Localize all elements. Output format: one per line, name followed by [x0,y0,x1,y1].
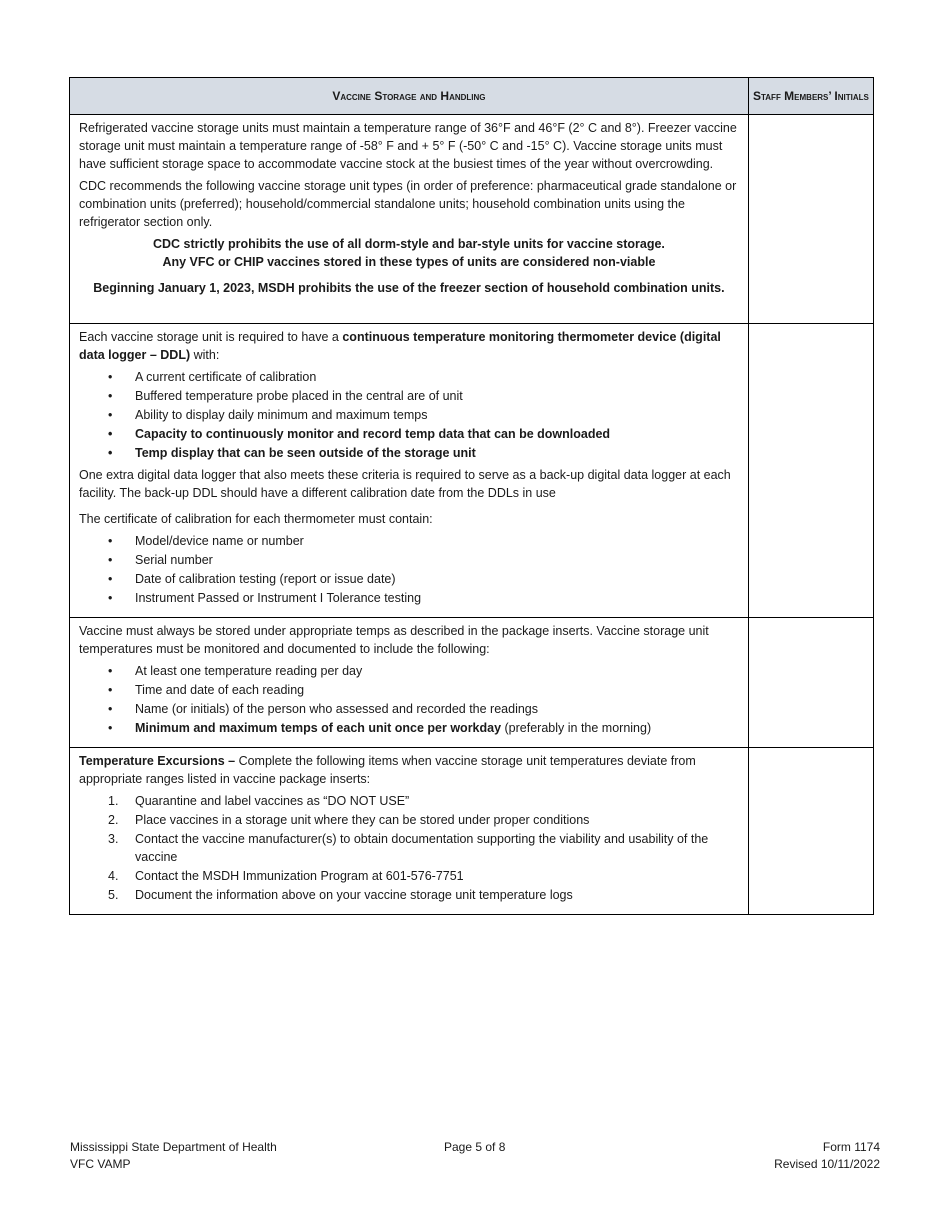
step-number: 5. [108,888,119,902]
list-item-text: Time and date of each reading [135,683,305,697]
ddl-requirements-list [79,368,739,462]
list-item-text: (preferably in the morning) [501,721,652,735]
footer-program: VFC VAMP [70,1157,131,1171]
list-item-text: Place vaccines in a storage unit where they can be stored under proper conditions [135,813,590,827]
bullet-icon: • [108,683,113,697]
ddl-intro-bold: continuous temperature monitoring thermometer device (digital data logger – DDL) [79,330,721,362]
section-excursions [70,748,749,915]
list-item-text: Date of calibration testing (report or issue date) [135,572,396,586]
section-storage-units [70,115,749,324]
list-item [79,886,739,904]
step-number: 1. [108,794,119,808]
section-monitoring [70,618,749,748]
list-item-text: Model/device name or number [135,534,304,548]
list-item [79,444,739,462]
table-header-row [70,78,874,115]
backup-ddl-paragraph: One extra digital data logger that also meets these criteria is required to serve as a back-up digital data logger at each facility. The back-up DDL should have a different calibration date from the DDLs in use [79,468,731,500]
bullet-icon: • [108,370,113,384]
msdh-prohibit-line: Beginning January 1, 2023, MSDH prohibits the use of the freezer section of household combination units. [93,281,725,295]
initials-cell[interactable] [748,748,873,915]
list-item [79,681,739,699]
list-item-text: Instrument Passed or Instrument I Tolerance testing [135,591,422,605]
table-row [70,618,874,748]
footer-form: Form 1174 [822,1140,880,1154]
list-item-text: A current certificate of calibration [135,370,317,384]
list-item [79,532,739,550]
bullet-icon: • [108,389,113,403]
list-item [79,368,739,386]
bullet-icon: • [108,534,113,548]
initials-cell[interactable] [748,324,873,618]
excursion-steps-list [79,792,739,904]
cdc-prohibit-line: CDC strictly prohibits the use of all dorm-style and bar-style units for vaccine storage. [152,237,665,251]
table-row [70,324,874,618]
non-viable-line: Any VFC or CHIP vaccines stored in these types of units are considered non-viable [162,255,656,269]
excursions-intro [79,752,739,788]
list-item [79,867,739,885]
footer-revised: Revised 10/11/2022 [774,1157,880,1171]
initials-cell[interactable] [748,618,873,748]
list-item-text: Document the information above on your vaccine storage unit temperature logs [135,888,573,902]
excursions-intro-text: Complete the following items when vaccine storage unit temperatures deviate from appropriate ranges listed in vaccine package inserts: [79,754,696,786]
cdc-recommend-paragraph: CDC recommends the following vaccine storage unit types (in order of preference: pharmaceutical grade standalone or combination units (preferred); household/commercial standalone units; household combination units using the refrigerator section only. [79,179,737,229]
bullet-icon: • [108,553,113,567]
table-row [70,115,874,324]
section-thermometer [70,324,749,618]
list-item [79,830,739,866]
list-item [79,551,739,569]
list-item [79,700,739,718]
list-item-text: At least one temperature reading per day [135,664,363,678]
step-number: 3. [108,832,119,846]
list-item [79,719,739,737]
bullet-icon: • [108,591,113,605]
certificate-paragraph: The certificate of calibration for each thermometer must contain: [79,512,433,526]
list-item-bold: Minimum and maximum temps of each unit once per workday [135,721,502,735]
ddl-intro [79,328,739,364]
ddl-intro-text: Each vaccine storage unit is required to have a [79,330,343,344]
bullet-icon: • [108,572,113,586]
footer-right [774,1139,880,1173]
step-number: 2. [108,813,119,827]
step-number: 4. [108,869,119,883]
list-item [79,589,739,607]
monitoring-list [79,662,739,737]
header-vaccine-storage: Vaccine Storage and Handling [70,78,749,115]
list-item-text: Temp display that can be seen outside of the storage unit [135,446,476,460]
header-staff-initials: Staff Members’ Initials [748,78,873,115]
monitoring-intro: Vaccine must always be stored under appropriate temps as described in the package inserts. Vaccine storage unit temperatures must be monitored and documented to include the following: [79,624,709,656]
list-item-text: Ability to display daily minimum and maximum temps [135,408,428,422]
list-item-text: Name (or initials) of the person who assessed and recorded the readings [135,702,538,716]
list-item [79,406,739,424]
list-item-text: Buffered temperature probe placed in the central are of unit [135,389,463,403]
list-item-text: Serial number [135,553,213,567]
ddl-intro-end: with: [190,348,220,362]
excursions-title: Temperature Excursions – [79,754,236,768]
list-item-text: Contact the MSDH Immunization Program at 601-576-7751 [135,869,464,883]
list-item-text: Quarantine and label vaccines as “DO NOT USE” [135,794,410,808]
list-item [79,570,739,588]
list-item [79,387,739,405]
footer-page-number: Page 5 of 8 [444,1140,506,1154]
list-item [79,811,739,829]
footer-left [70,1139,277,1173]
list-item-text: Contact the vaccine manufacturer(s) to obtain documentation supporting the viability and usability of the vaccine [135,832,709,864]
table-row [70,748,874,915]
certificate-list [79,532,739,607]
footer-org: Mississippi State Department of Health [70,1140,277,1154]
storage-handling-table [69,77,874,915]
list-item [79,425,739,443]
bullet-icon: • [108,702,113,716]
bullet-icon: • [108,408,113,422]
bullet-icon: • [108,446,113,460]
bullet-icon: • [108,664,113,678]
storage-temp-paragraph: Refrigerated vaccine storage units must maintain a temperature range of 36°F and 46°F (2° C and 8°). Freezer vaccine storage unit must maintain a temperature range of -58° F and + 5° F (-50° C and -15° C). Vaccine storage units must have sufficient storage space to accommodate vaccine stock at the busiest times of the year without overcrowding. [79,121,737,171]
list-item-text: Capacity to continuously monitor and record temp data that can be downloaded [135,427,611,441]
initials-cell[interactable] [748,115,873,324]
list-item [79,662,739,680]
list-item [79,792,739,810]
bullet-icon: • [108,427,113,441]
bullet-icon: • [108,721,113,735]
